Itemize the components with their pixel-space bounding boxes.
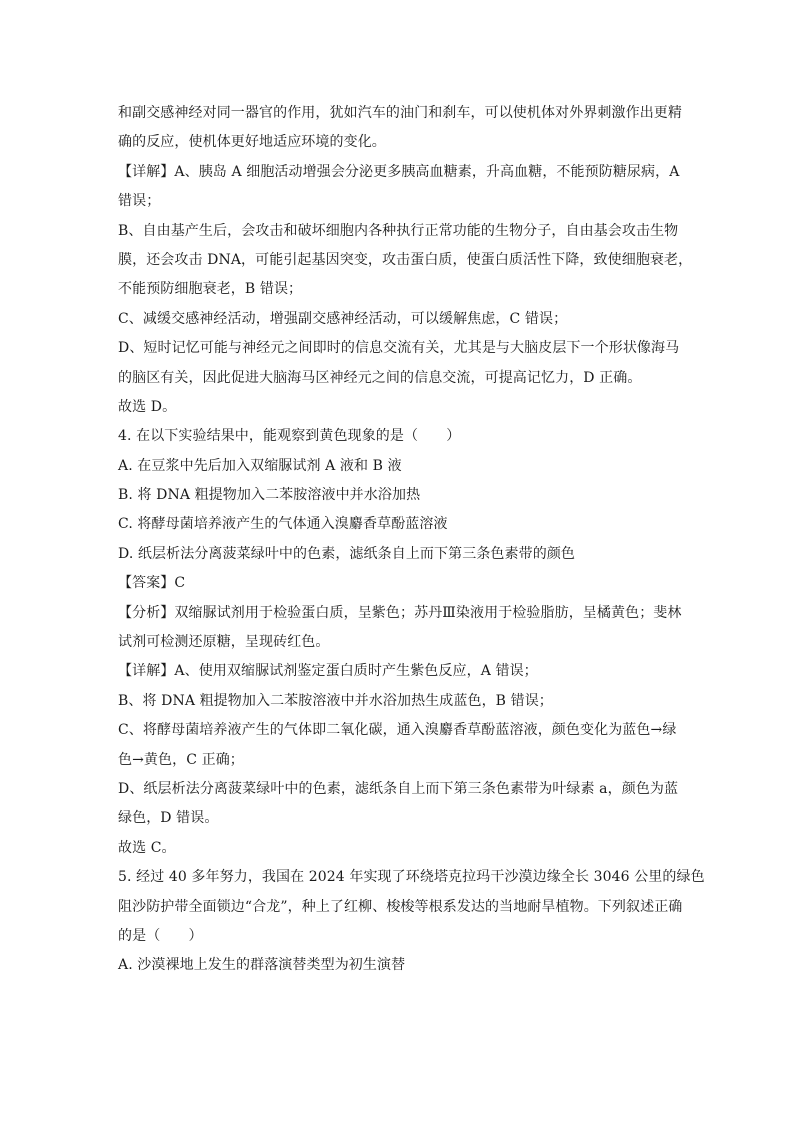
question-title: 5. 经过 40 多年努力，我国在 2024 年实现了环绕塔克拉玛干沙漠边缘全长 3046 公里的绿色 [118, 869, 705, 886]
option-d: D. 纸层析法分离菠菜绿叶中的色素，滤纸条自上而下第三条色素带的颜色 [118, 545, 576, 562]
text-line: C、将酵母菌培养液产生的气体即二氧化碳，通入溴麝香草酚蓝溶液，颜色变化为蓝色→绿 [118, 722, 677, 739]
text-line: 错误； [118, 193, 161, 210]
text-line: D、纸层析法分离菠菜绿叶中的色素，滤纸条自上而下第三条色素带为叶绿素 a，颜色为蓝 [118, 780, 679, 797]
answer-line: 【答案】C [118, 575, 186, 592]
text-line: 确的反应，使机体更好地适应环境的变化。 [118, 134, 386, 151]
option-a: A. 沙漠裸地上发生的群落演替类型为初生演替 [118, 957, 406, 974]
text-line: 和副交感神经对同一器官的作用，犹如汽车的油门和刹车，可以使机体对外界刺激作出更精 [118, 105, 682, 121]
detail-line: 【详解】A、使用双缩脲试剂鉴定蛋白质时产生紫色反应，A 错误； [118, 663, 538, 680]
text-line: 【详解】A、胰岛 A 细胞活动增强会分泌更多胰高血糖素，升高血糖，不能预防糖尿病，A [118, 163, 680, 180]
question-title: 4. 在以下实验结果中，能观察到黄色现象的是（ ） [118, 428, 461, 445]
text-line: 绿色，D 错误。 [118, 810, 219, 827]
option-a: A. 在豆浆中先后加入双缩脲试剂 A 液和 B 液 [118, 457, 402, 474]
text-line: B、自由基产生后，会攻击和破坏细胞内各种执行正常功能的生物分子，自由基会攻击生物 [118, 222, 679, 239]
text-line: 的是（ ） [118, 927, 203, 944]
text-line: 试剂可检测还原糖，呈现砖红色。 [118, 634, 330, 651]
text-line: 的脑区有关，因此促进大脑海马区神经元之间的信息交流，可提高记忆力，D 正确。 [118, 369, 642, 386]
text-line: 故选 D。 [118, 398, 177, 415]
text-line: 色→黄色，C 正确； [118, 751, 244, 768]
text-line: B、将 DNA 粗提物加入二苯胺溶液中并水浴加热生成蓝色，B 错误； [118, 692, 553, 709]
option-b: B. 将 DNA 粗提物加入二苯胺溶液中并水浴加热 [118, 487, 421, 504]
analysis-line: 【分析】双缩脲试剂用于检验蛋白质，呈紫色；苏丹Ⅲ染液用于检验脂肪，呈橘黄色；斐林 [118, 604, 682, 621]
text-line: 阻沙防护带全面锁边“合龙”，种上了红柳、梭梭等根系发达的当地耐旱植物。下列叙述正确 [118, 898, 683, 915]
document-page [118, 99, 705, 981]
text-line: 膜，还会攻击 DNA，可能引起基因突变，攻击蛋白质，使蛋白质活性下降，致使细胞衰老， [118, 251, 693, 268]
option-c: C. 将酵母菌培养液产生的气体通入溴麝香草酚蓝溶液 [118, 516, 448, 533]
text-line: 不能预防细胞衰老，B 错误； [118, 281, 303, 298]
text-line: D、短时记忆可能与神经元之间即时的信息交流有关，尤其是与大脑皮层下一个形状像海马 [118, 340, 680, 357]
text-line: 故选 C。 [118, 839, 176, 856]
text-line: C、减缓交感神经活动，增强副交感神经活动，可以缓解焦虑，C 错误； [118, 310, 568, 327]
